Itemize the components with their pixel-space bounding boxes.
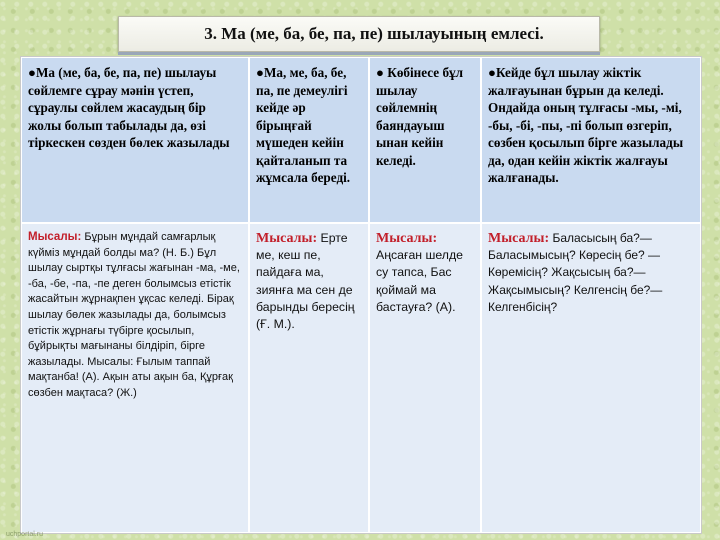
example-label-3: Мысалы: bbox=[376, 231, 438, 246]
rule-text-1: ●Ма (ме, ба, бе, па, пе) шылауы сөйлемге сұрау мәнін үстеп, сұраулы сөйлем жасаудың бір жолы болып табылады да, өзі тіркескен сөзден бөлек жазылады bbox=[28, 65, 230, 150]
example-label-1: Мысалы: bbox=[28, 231, 82, 243]
rule-cell-1 bbox=[21, 57, 249, 223]
example-text-2 bbox=[256, 230, 362, 333]
rules-table bbox=[20, 56, 702, 534]
example-cell-2 bbox=[249, 223, 369, 533]
example-label-2: Мысалы: bbox=[256, 231, 318, 246]
example-cell-4 bbox=[481, 223, 701, 533]
rule-cell-3 bbox=[369, 57, 481, 223]
rule-cell-4 bbox=[481, 57, 701, 223]
rule-cell-2 bbox=[249, 57, 369, 223]
rule-text-3: ● Көбінесе бұл шылау сөйлемнің баяндауыш ынан кейін келеді. bbox=[376, 65, 464, 168]
example-body-1: Бұрын мұндай самғарлық күйміз мұндай болды ма? (Н. Б.) Бұл шылау сыртқы тұлғасы жағынан -ма, -ме, -ба, -бе, -па, -пе деген болымсыз етістік жасайтын жұрнақпен ұқсас келеді. Бірақ шылау бөлек жазылады да, болымсыз етістік жұрнағы түбірге қосылып, бұйрықты мағынаны білдіріп, бірге жазылады. Мысалы: Ғылым таппай мақтанба! (А). Ақын аты ақын ба, Құрғақ сөзбен мақтаса? (Ж.) bbox=[28, 231, 240, 399]
slide-title-box bbox=[118, 16, 600, 52]
example-cell-1 bbox=[21, 223, 249, 533]
example-body-2: Ерте ме, кеш пе, пайдаға ма, зиянға ма сен де барынды бересің (Ғ. М.). bbox=[256, 231, 355, 332]
example-text-1 bbox=[28, 230, 242, 402]
watermark: uchportal.ru bbox=[6, 531, 43, 538]
rule-text-4: ●Кейде бұл шылау жіктік жалғауынан бұрын да келеді. Ондайда оның тұлғасы -мы, -мі, -бы, -бі, -пы, -пі болып өзгеріп, сөзбен қосылып бірге жазылады да, одан кейін жіктік жалғауы жалғанады. bbox=[488, 65, 684, 185]
example-cell-3 bbox=[369, 223, 481, 533]
example-label-4: Мысалы: bbox=[488, 231, 550, 246]
example-text-4 bbox=[488, 230, 694, 316]
example-body-4: Баласысың ба?— Баласымысың? Көресің бе? — Көремісің? Жақсысың ба?— Жақсымысың? Келгенсің бе?— Келгенбісің? bbox=[488, 231, 663, 314]
example-body-3: Аңсаған шелде су тапса, Бас қоймай ма бастауға? (А). bbox=[376, 248, 463, 314]
rule-text-2: ●Ма, ме, ба, бе, па, пе демеулігі кейде әр бірыңғай мүшеден кейін қайталанып та жұмсала береді. bbox=[256, 65, 351, 185]
example-text-3 bbox=[376, 230, 474, 316]
slide-title: 3. Ма (ме, ба, бе, па, пе) шылауының емлесі. bbox=[204, 24, 544, 43]
